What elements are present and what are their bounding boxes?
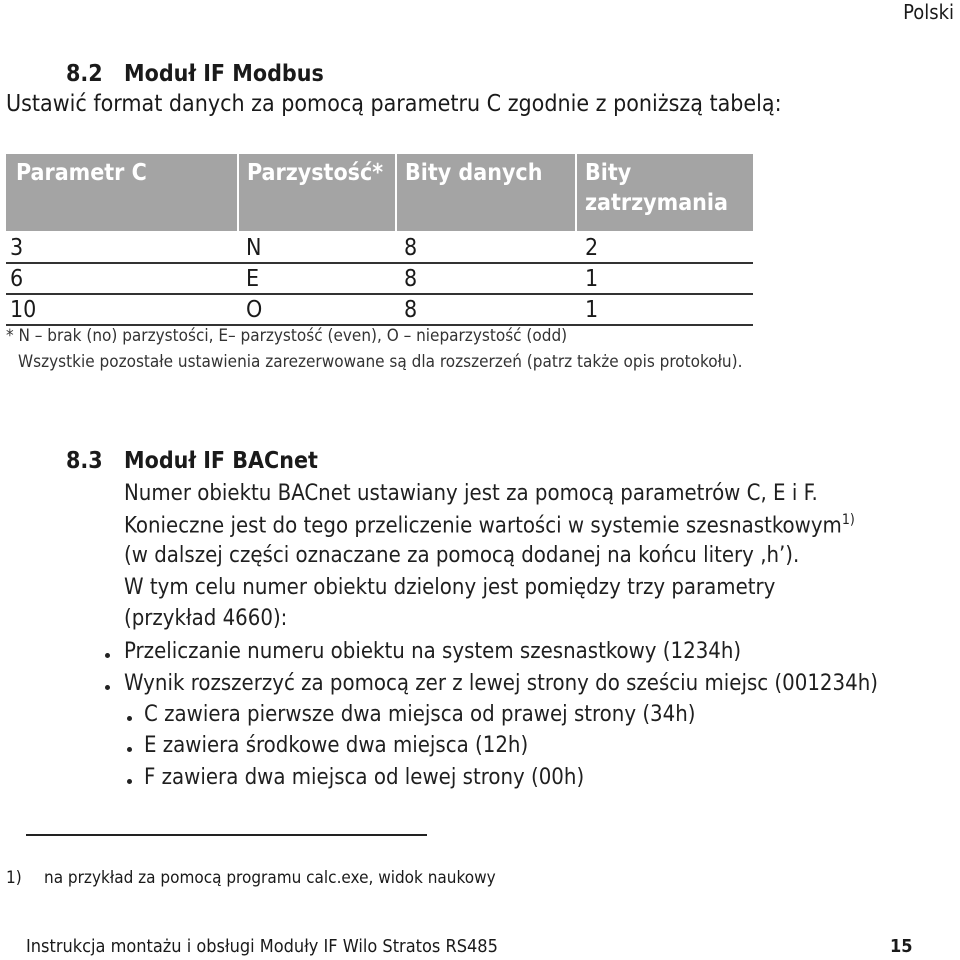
- section-title-83: Moduł IF BACnet: [124, 448, 318, 474]
- language-label: Polski: [903, 0, 954, 24]
- section-title-82: Moduł IF Modbus: [124, 61, 324, 87]
- section-number-83: 8.3: [66, 448, 103, 474]
- header-separator: [575, 154, 577, 231]
- paragraph-line: (przykład 4660):: [124, 606, 288, 631]
- list-item-text: C zawiera pierwsze dwa miejsca od prawej strony (34h): [144, 702, 696, 727]
- cell-bity-danych: 8: [404, 235, 418, 261]
- table-note-reserved: Wszystkie pozostałe ustawienia zarezerwowane są dla rozszerzeń (patrz także opis protokołu).: [18, 352, 743, 372]
- list-item-text: Wynik rozszerzyć za pomocą zer z lewej strony do sześciu miejsc (001234h): [124, 671, 878, 696]
- bullet-icon: [127, 716, 132, 721]
- cell-parametr-c: 6: [10, 266, 24, 292]
- footnote-separator: [26, 834, 427, 836]
- cell-bity-zatrzymania: 1: [585, 297, 599, 323]
- row-divider: [6, 293, 753, 295]
- paragraph-line: Konieczne jest do tego przeliczenie wartości w systemie szesnastkowym$^{1)}$: [124, 512, 855, 539]
- section-lead-82: Ustawić format danych za pomocą parametru C zgodnie z poniższą tabelą:: [6, 91, 782, 117]
- paragraph-line: (w dalszej części oznaczane za pomocą dodanej na końcu litery ‚h’).: [124, 543, 800, 568]
- cell-bity-zatrzymania: 2: [585, 235, 599, 261]
- cell-bity-zatrzymania: 1: [585, 266, 599, 292]
- cell-bity-danych: 8: [404, 297, 418, 323]
- paragraph-line: W tym celu numer obiektu dzielony jest pomiędzy trzy parametry: [124, 575, 776, 600]
- bullet-icon: [105, 653, 110, 658]
- section-number-82: 8.2: [66, 61, 103, 87]
- cell-parzystosc: O: [246, 297, 263, 323]
- footnote-marker: 1): [6, 868, 22, 888]
- header-separator: [237, 154, 239, 231]
- bullet-icon: [105, 685, 110, 690]
- header-bity-zatrzymania: Bity zatrzymania: [585, 160, 728, 216]
- list-item-text: E zawiera środkowe dwa miejsca (12h): [144, 733, 529, 758]
- bullet-icon: [127, 747, 132, 752]
- cell-parametr-c: 10: [10, 297, 37, 323]
- header-separator: [395, 154, 397, 231]
- footer-title: Instrukcja montażu i obsługi Moduły IF Wilo Stratos RS485: [26, 936, 498, 957]
- header-parametr-c: Parametr C: [16, 160, 147, 186]
- list-item-text: Przeliczanie numeru obiektu na system szesnastkowy (1234h): [124, 639, 742, 664]
- paragraph-line: Numer obiektu BACnet ustawiany jest za pomocą parametrów C, E i F.: [124, 481, 818, 506]
- footnote-reference: 1): [841, 512, 855, 528]
- row-divider: [6, 262, 753, 264]
- cell-parametr-c: 3: [10, 235, 24, 261]
- header-parzystosc: Parzystość*: [247, 160, 384, 186]
- table-note-parity: * N – brak (no) parzystości, E– parzystość (even), O – nieparzystość (odd): [6, 326, 568, 346]
- list-item-text: F zawiera dwa miejsca od lewej strony (00h): [144, 765, 585, 790]
- page-number: 15: [890, 936, 913, 957]
- bullet-icon: [127, 779, 132, 784]
- footnote-text: na przykład za pomocą programu calc.exe, widok naukowy: [44, 868, 496, 888]
- table-header: [6, 154, 753, 231]
- header-bity-danych: Bity danych: [405, 160, 543, 186]
- cell-bity-danych: 8: [404, 266, 418, 292]
- cell-parzystosc: N: [246, 235, 262, 261]
- cell-parzystosc: E: [246, 266, 260, 292]
